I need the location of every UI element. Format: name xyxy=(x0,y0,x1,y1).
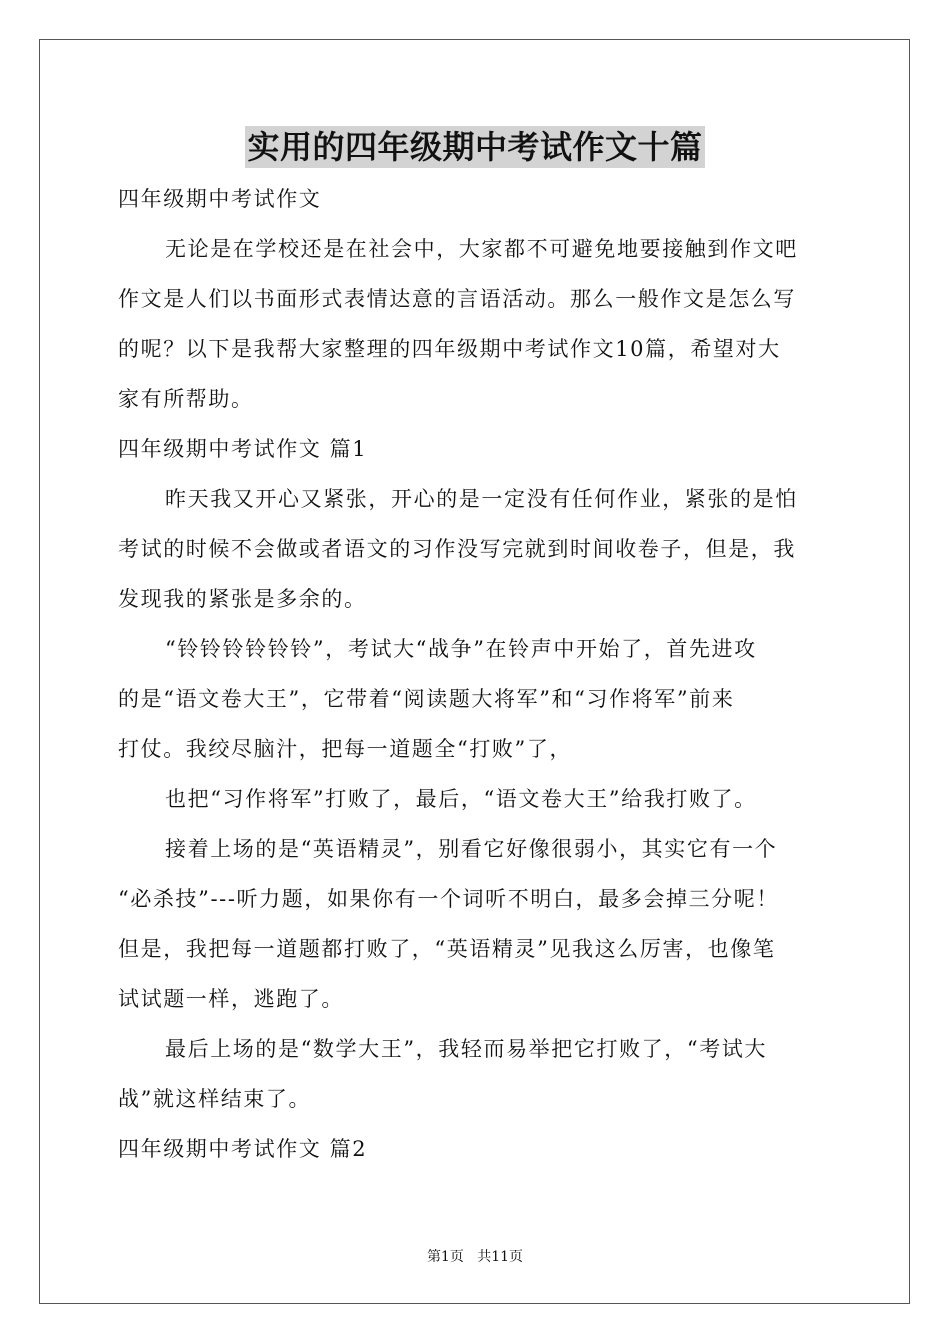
text-line: “必杀技”---听力题，如果你有一个词听不明白，最多会掉三分呢！ xyxy=(118,887,779,911)
text-line: 但是，我把每一道题都打败了，“英语精灵”见我这么厉害，也像笔 xyxy=(118,937,776,961)
text-line: 无论是在学校还是在社会中，大家都不可避免地要接触到作文吧 xyxy=(165,237,798,261)
text-line: 家有所帮助。 xyxy=(118,387,254,411)
text-line: 的是“语文卷大王”，它带着“阅读题大将军”和“习作将军”前来 xyxy=(118,687,735,711)
page-number: 第1页 xyxy=(426,1249,464,1265)
document-title: 实用的四年级期中考试作文十篇 xyxy=(247,128,703,166)
text-line: 试试题一样，逃跑了。 xyxy=(118,987,344,1011)
text-line: 最后上场的是“数学大王”，我轻而易举把它打败了，“考试大 xyxy=(165,1037,768,1061)
title-container xyxy=(0,126,950,168)
text-line: 战”就这样结束了。 xyxy=(118,1087,312,1111)
page-footer xyxy=(0,1247,950,1267)
text-line: 作文是人们以书面形式表情达意的言语活动。那么一般作文是怎么写 xyxy=(118,287,796,311)
text-line: 接着上场的是“英语精灵”，别看它好像很弱小，其实它有一个 xyxy=(165,837,778,861)
text-line: 的呢？以下是我帮大家整理的四年级期中考试作文10篇，希望对大 xyxy=(118,337,781,361)
text-line: 昨天我又开心又紧张，开心的是一定没有任何作业，紧张的是怕 xyxy=(165,487,798,511)
text-line: 也把“习作将军”打败了，最后，“语文卷大王”给我打败了。 xyxy=(165,787,757,811)
document-body xyxy=(118,174,838,1174)
text-line: 四年级期中考试作文 篇1 xyxy=(118,437,368,461)
text-line: 打仗。我绞尽脑汁，把每一道题全“打败”了， xyxy=(118,737,573,761)
text-line: 发现我的紧张是多余的。 xyxy=(118,587,367,611)
page-total: 共11页 xyxy=(477,1249,524,1265)
text-line: 四年级期中考试作文 篇2 xyxy=(118,1137,368,1161)
text-line: 考试的时候不会做或者语文的习作没写完就到时间收卷子，但是，我 xyxy=(118,537,796,561)
text-line: “铃铃铃铃铃铃”，考试大“战争”在铃声中开始了，首先进攻 xyxy=(165,637,757,661)
text-line: 四年级期中考试作文 xyxy=(118,187,322,211)
